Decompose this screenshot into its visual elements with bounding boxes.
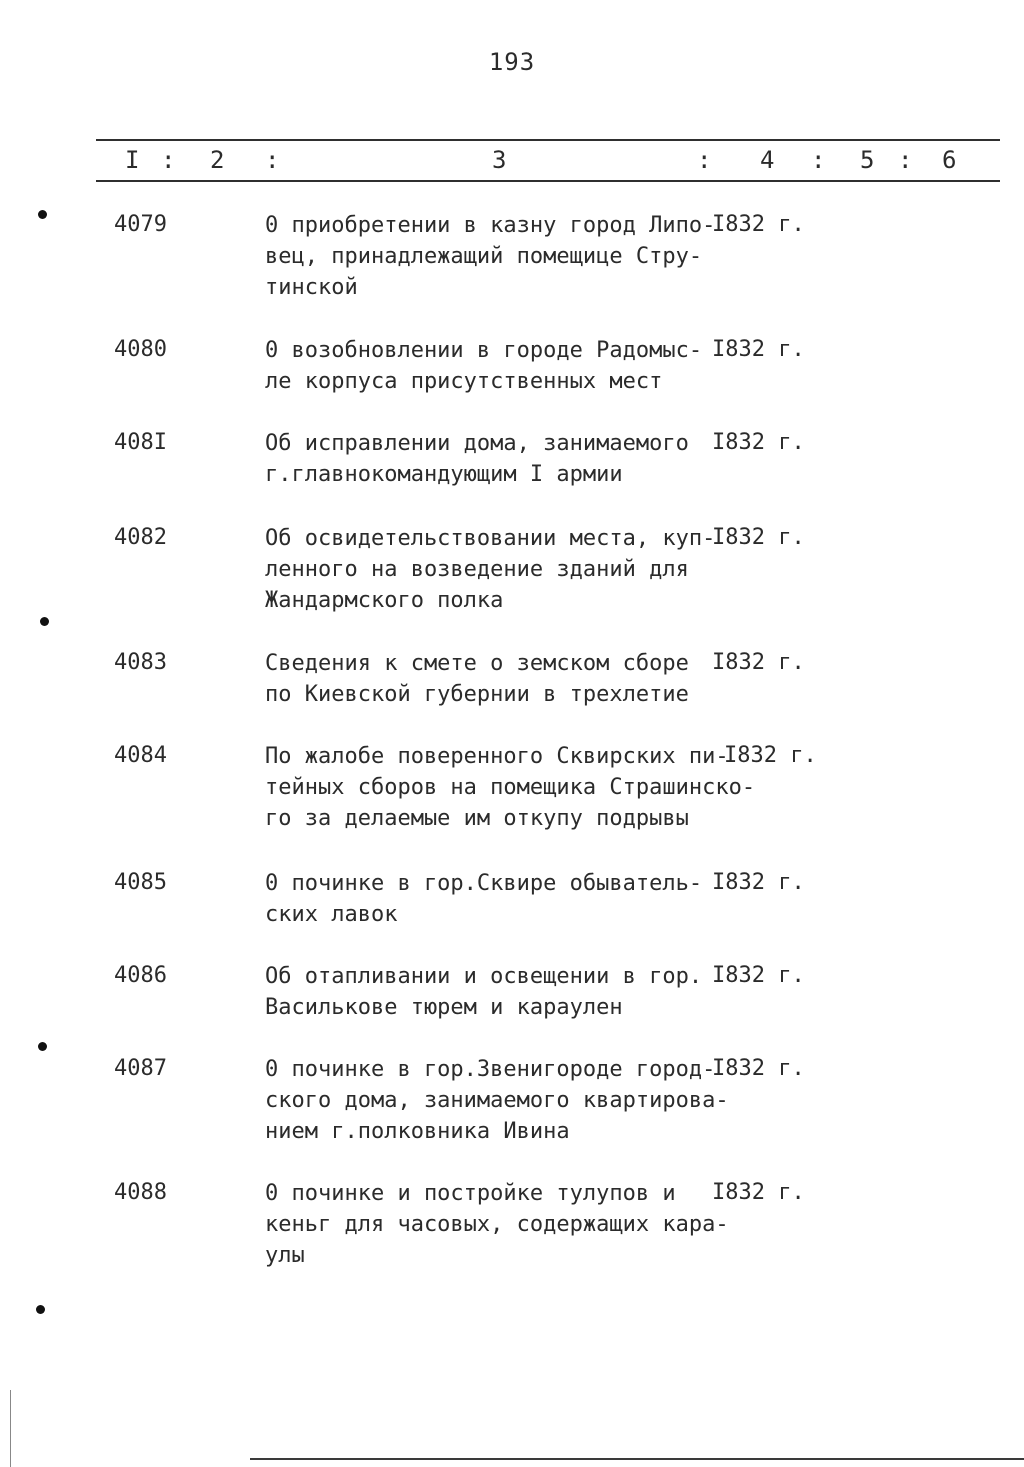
description-line: 0 починке и постройке тулупов и <box>265 1181 676 1206</box>
record-description <box>265 210 715 303</box>
description-line: ских лавок <box>265 902 398 927</box>
description-line: Об освидетельствовании места, куп- <box>265 526 716 551</box>
record-number: 4080 <box>114 337 167 362</box>
column-header-4: 4 <box>760 146 775 174</box>
record-year: I832 г. <box>724 743 817 768</box>
header-top-rule <box>96 139 1000 141</box>
column-separator: : <box>898 146 913 174</box>
description-line: Сведения к смете о земском сборе <box>265 651 689 676</box>
record-year: I832 г. <box>712 1180 805 1205</box>
description-line: вец, принадлежащий помещице Стру- <box>265 244 703 269</box>
record-number: 4084 <box>114 743 167 768</box>
record-year: I832 г. <box>712 870 805 895</box>
column-separator: : <box>161 146 176 174</box>
description-line: ле корпуса присутственных мест <box>265 369 663 394</box>
record-number: 4083 <box>114 650 167 675</box>
record-description <box>265 1178 729 1271</box>
column-header-5: 5 <box>860 146 875 174</box>
record-year: I832 г. <box>712 337 805 362</box>
record-number: 4088 <box>114 1180 167 1205</box>
column-separator: : <box>811 146 826 174</box>
record-number: 4079 <box>114 212 167 237</box>
column-header-1: I <box>125 146 140 174</box>
punch-hole-mark <box>40 617 49 626</box>
record-year: I832 г. <box>712 1056 805 1081</box>
record-description <box>265 868 715 930</box>
description-line: Жандармского полка <box>265 588 504 613</box>
description-line: ленного на возведение зданий для <box>265 557 689 582</box>
punch-hole-mark <box>36 1305 45 1314</box>
description-line: Об отапливании и освещении в гор. <box>265 964 703 989</box>
scan-bottom-edge <box>250 1458 1024 1460</box>
record-description <box>265 961 715 1023</box>
record-year: I832 г. <box>712 963 805 988</box>
column-separator: : <box>697 146 712 174</box>
description-line: нием г.полковника Ивина <box>265 1119 570 1144</box>
record-year: I832 г. <box>712 430 805 455</box>
page-number: 193 <box>488 48 536 76</box>
description-line: г.главнокомандующим I армии <box>265 462 623 487</box>
description-line: По жалобе поверенного Сквирских пи- <box>265 744 729 769</box>
scan-edge-line <box>10 1390 11 1467</box>
record-year: I832 г. <box>712 212 805 237</box>
column-separator: : <box>265 146 280 174</box>
record-number: 4086 <box>114 963 167 988</box>
description-line: 0 возобновлении в городе Радомыс- <box>265 338 703 363</box>
record-number: 408I <box>114 430 167 455</box>
description-line: по Киевской губернии в трехлетие <box>265 682 689 707</box>
description-line: 0 починке в гор.Сквире обыватель- <box>265 871 703 896</box>
record-number: 4085 <box>114 870 167 895</box>
record-description <box>265 523 715 616</box>
record-year: I832 г. <box>712 650 805 675</box>
description-line: 0 починке в гор.Звенигороде город- <box>265 1057 716 1082</box>
description-line: тейных сборов на помещика Страшинско- <box>265 775 756 800</box>
record-description <box>265 648 715 710</box>
description-line: го за делаемые им откупу подрывы <box>265 806 689 831</box>
description-line: ского дома, занимаемого квартирова- <box>265 1088 729 1113</box>
column-header-2: 2 <box>210 146 225 174</box>
record-description <box>265 1054 729 1147</box>
record-number: 4082 <box>114 525 167 550</box>
record-number: 4087 <box>114 1056 167 1081</box>
description-line: кеньг для часовых, содержащих кара- <box>265 1212 729 1237</box>
punch-hole-mark <box>38 1042 47 1051</box>
description-line: 0 приобретении в казну город Липо- <box>265 213 716 238</box>
record-description <box>265 428 715 490</box>
description-line: тинской <box>265 275 358 300</box>
header-bottom-rule <box>96 180 1000 182</box>
description-line: Василькове тюрем и караулен <box>265 995 623 1020</box>
record-description <box>265 741 756 834</box>
description-line: улы <box>265 1243 305 1268</box>
record-description <box>265 335 715 397</box>
punch-hole-mark <box>38 210 47 219</box>
description-line: Об исправлении дома, занимаемого <box>265 431 689 456</box>
record-year: I832 г. <box>712 525 805 550</box>
column-header-3: 3 <box>492 146 507 174</box>
column-header-6: 6 <box>942 146 957 174</box>
